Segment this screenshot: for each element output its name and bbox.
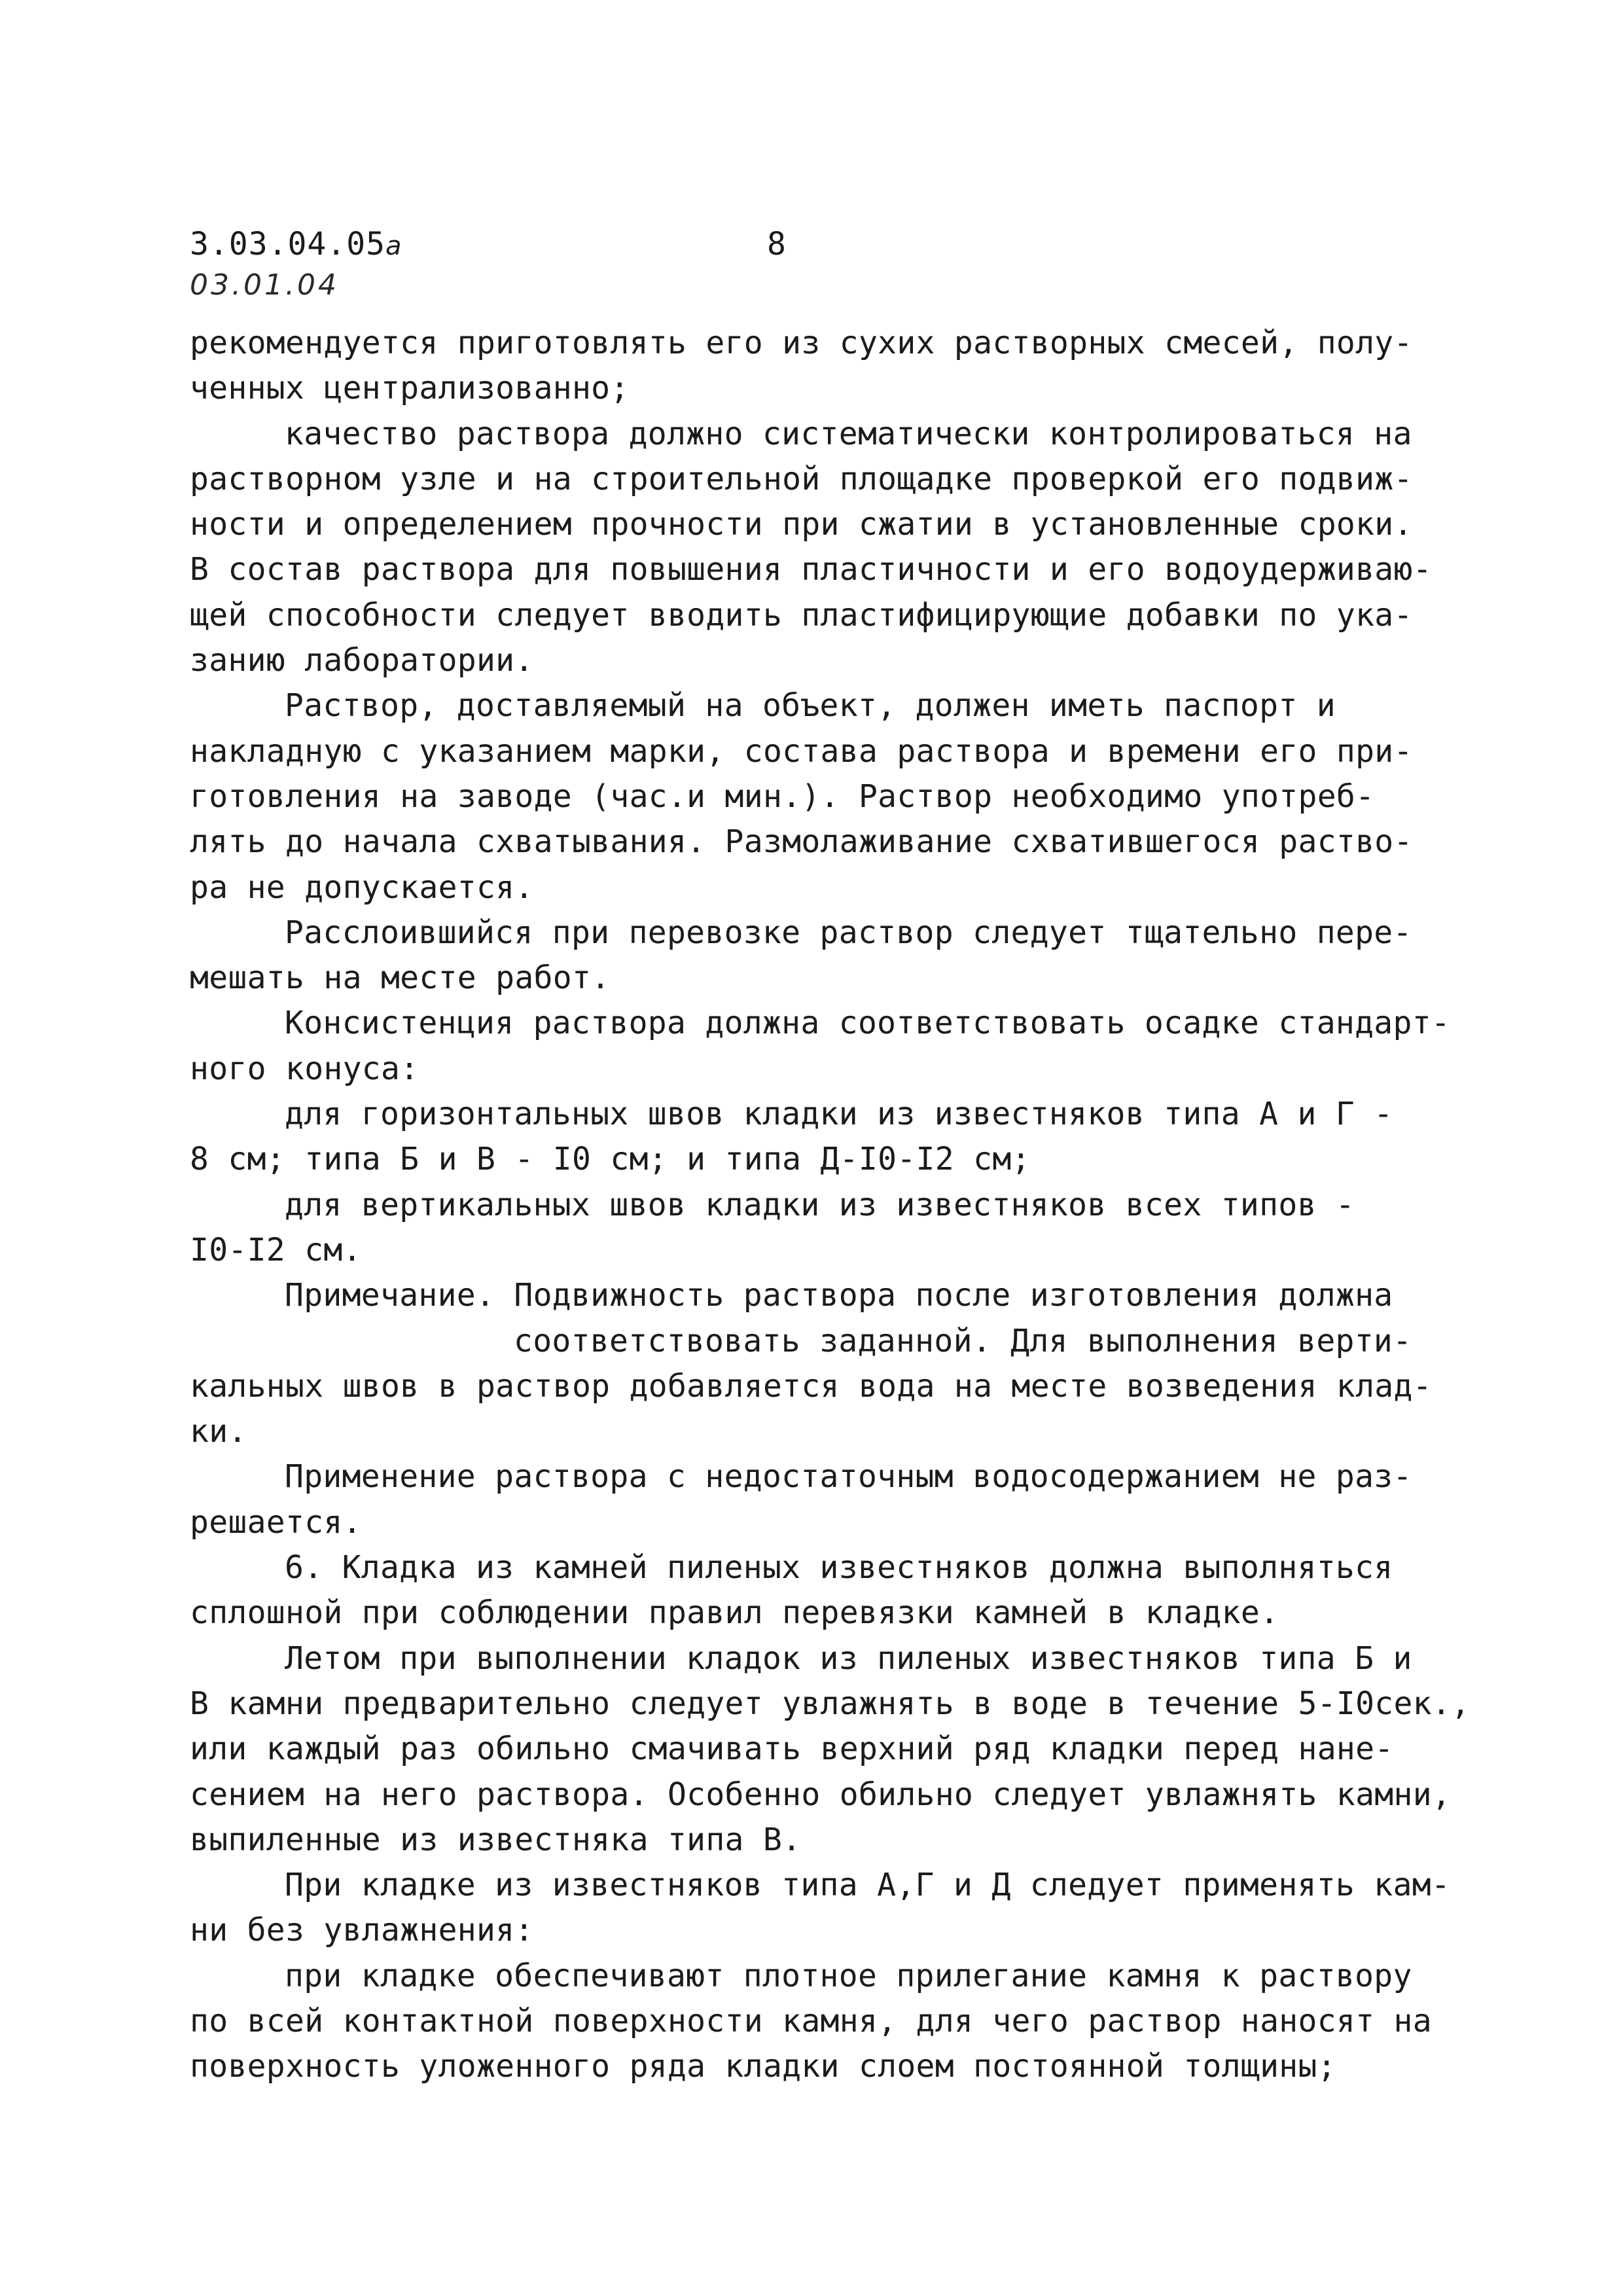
text-line: ки. xyxy=(190,1413,247,1450)
text-line: качество раствора должно систематически контролироваться на xyxy=(285,415,1412,452)
document-code xyxy=(190,226,402,262)
text-line: ченных централизованно; xyxy=(190,370,630,407)
text-line: для горизонтальных швов кладки из известняков типа А и Г - xyxy=(285,1096,1393,1133)
text-line: I0-I2 см. xyxy=(190,1231,362,1268)
body-text xyxy=(190,321,1471,2090)
text-line: В состав раствора для повышения пластичности и его водоудерживаю- xyxy=(190,551,1432,588)
document-code-suffix: а xyxy=(385,231,402,261)
text-line: лять до начала схватывания. Размолаживание схватившегося раство- xyxy=(190,823,1413,861)
text-line: мешать на месте работ. xyxy=(190,960,611,997)
text-line: ра не допускается. xyxy=(190,869,534,906)
text-line: 8 см; типа Б и В - I0 см; и типа Д-I0-I2 см; xyxy=(190,1141,1031,1178)
text-line: для вертикальных швов кладки из известняков всех типов - xyxy=(285,1186,1355,1223)
text-line: сением на него раствора. Особенно обильно следует увлажнять камни, xyxy=(190,1776,1452,1813)
text-line: Примечание. Подвижность раствора после изготовления должна xyxy=(285,1277,1393,1314)
text-line: Раствор, доставляемый на объект, должен иметь паспорт и xyxy=(285,687,1336,725)
text-line: 6. Кладка из камней пиленых известняков должна выполняться xyxy=(285,1549,1393,1587)
text-line: при кладке обеспечивают плотное прилегание камня к раствору xyxy=(285,1957,1412,1994)
text-line: занию лаборатории. xyxy=(190,642,534,679)
text-line: накладную с указанием марки, состава раствора и времени его при- xyxy=(190,732,1413,770)
text-line: ного конуса: xyxy=(190,1050,419,1087)
text-line: рекомендуется приготовлять его из сухих растворных смесей, полу- xyxy=(190,325,1413,361)
text-line: готовления на заводе (час.и мин.). Раствор необходимо употреб- xyxy=(190,778,1375,815)
text-line: кальных швов в раствор добавляется вода на месте возведения клад- xyxy=(190,1367,1432,1405)
text-line: В камни предварительно следует увлажнять в воде в течение 5-I0сек., xyxy=(190,1685,1471,1722)
handwritten-date: 03.01.04 xyxy=(190,268,339,302)
text-line: Консистенция раствора должна соответствовать осадке стандарт- xyxy=(285,1005,1451,1042)
text-line: по всей контактной поверхности камня, для чего раствор наносят на xyxy=(190,2002,1432,2039)
text-line: ни без увлажнения: xyxy=(190,1912,534,1949)
text-line: ности и определением прочности при сжатии в установленные сроки. xyxy=(190,506,1413,543)
text-line: щей способности следует вводить пластифицирующие добавки по ука- xyxy=(190,596,1413,634)
text-line: сплошной при соблюдении правил перевязки камней в кладке. xyxy=(190,1594,1279,1632)
document-code-number: 3.03.04.05 xyxy=(190,226,385,262)
text-line: решается. xyxy=(190,1503,362,1541)
text-line: соответствовать заданной. Для выполнения верти- xyxy=(514,1322,1412,1359)
text-line: Летом при выполнении кладок из пиленых известняков типа Б и xyxy=(285,1640,1412,1677)
text-line: или каждый раз обильно смачивать верхний ряд кладки перед нане- xyxy=(190,1731,1394,1768)
page-number: 8 xyxy=(767,226,786,262)
text-line: растворном узле и на строительной площадке проверкой его подвиж- xyxy=(190,460,1413,497)
text-line: Расслоившийся при перевозке раствор следует тщательно пере- xyxy=(285,914,1412,951)
text-line: Применение раствора с недостаточным водосодержанием не раз- xyxy=(285,1458,1412,1496)
text-line: При кладке из известняков типа А,Г и Д следует применять кам- xyxy=(285,1867,1451,1904)
text-line: выпиленные из известняка типа В. xyxy=(190,1821,802,1858)
text-line: поверхность уложенного ряда кладки слоем постоянной толщины; xyxy=(190,2048,1336,2085)
